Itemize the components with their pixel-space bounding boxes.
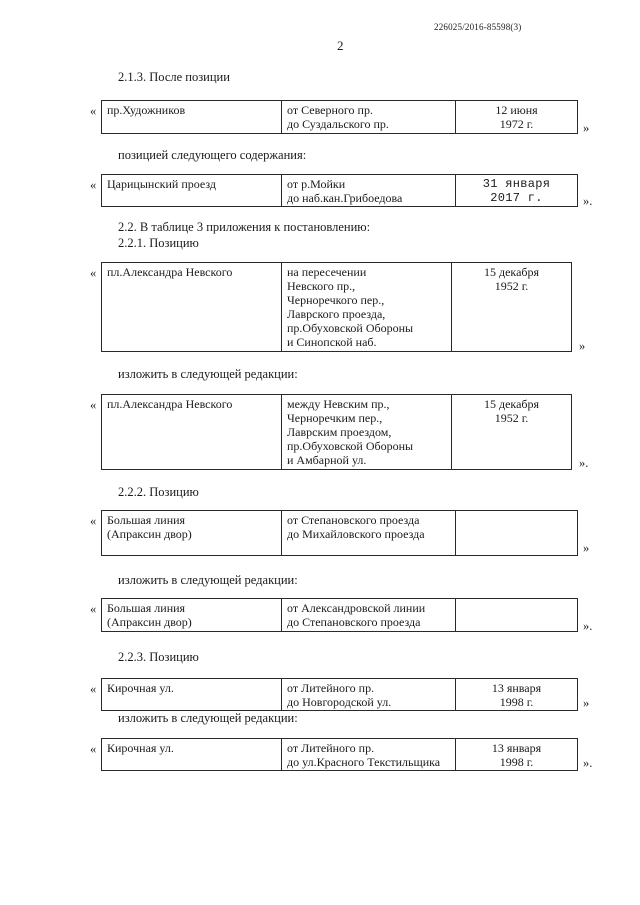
- route: от р.Мойки до наб.кан.Грибоедова: [282, 175, 456, 207]
- quote-close: »: [583, 696, 590, 710]
- route: между Невским пр., Черноречким пер., Лаврским проездом, пр.Обуховской Обороны и Амбарной ул.: [282, 395, 452, 470]
- quote-open: «: [90, 178, 97, 192]
- street-name: Кирочная ул.: [102, 679, 282, 711]
- date: 15 декабря 1952 г.: [452, 263, 572, 352]
- date-typed-stamp: 31 января 2017 г.: [456, 175, 578, 207]
- table-position-5: [101, 510, 578, 556]
- quote-open: «: [90, 266, 97, 280]
- table-position-2: [101, 174, 578, 207]
- quote-close-period: ».: [583, 756, 593, 770]
- page-number: 2: [337, 38, 344, 53]
- section-2-1-3: 2.1.3. После позиции: [118, 70, 230, 84]
- section-2-2-2: 2.2.2. Позицию: [118, 485, 199, 499]
- section-edit-3: изложить в следующей редакции:: [118, 711, 298, 725]
- route: от Литейного пр. до Новгородской ул.: [282, 679, 456, 711]
- section-edit-2: изложить в следующей редакции:: [118, 573, 298, 587]
- table-position-6: [101, 598, 578, 632]
- quote-close-period: ».: [579, 456, 589, 470]
- date-empty: [456, 599, 578, 632]
- date: 12 июня 1972 г.: [456, 101, 578, 134]
- section-2-2-3: 2.2.3. Позицию: [118, 650, 199, 664]
- table-position-4: [101, 394, 572, 470]
- street-name: Большая линия (Апраксин двор): [102, 599, 282, 632]
- table-position-3: [101, 262, 572, 352]
- quote-close: »: [583, 121, 590, 135]
- table-position-1: [101, 100, 578, 134]
- table-position-7: [101, 678, 578, 711]
- quote-open: «: [90, 104, 97, 118]
- quote-close-period: ».: [583, 619, 593, 633]
- route: от Александровской линии до Степановского проезда: [282, 599, 456, 632]
- street-name: Большая линия (Апраксин двор): [102, 511, 282, 556]
- date: 15 декабря 1952 г.: [452, 395, 572, 470]
- quote-open: «: [90, 398, 97, 412]
- date: 13 января 1998 г.: [456, 679, 578, 711]
- section-2-2-1: 2.2.1. Позицию: [118, 236, 199, 250]
- route: от Степановского проезда до Михайловского проезда: [282, 511, 456, 556]
- street-name: Царицынский проезд: [102, 175, 282, 207]
- route: от Литейного пр. до ул.Красного Текстильщика: [282, 739, 456, 771]
- quote-close-period: ».: [583, 194, 593, 208]
- quote-open: «: [90, 742, 97, 756]
- quote-close: »: [579, 339, 586, 353]
- table-position-8: [101, 738, 578, 771]
- section-edit-1: изложить в следующей редакции:: [118, 367, 298, 381]
- street-name: Кирочная ул.: [102, 739, 282, 771]
- route: на пересечении Невского пр., Черноречкого пер., Лаврского проезда, пр.Обуховской Обороны и Синопской наб.: [282, 263, 452, 352]
- section-new-position: позицией следующего содержания:: [118, 148, 307, 162]
- quote-open: «: [90, 602, 97, 616]
- date-empty: [456, 511, 578, 556]
- street-name: пл.Александра Невского: [102, 263, 282, 352]
- document-number: 226025/2016-85598(3): [434, 22, 522, 32]
- street-name: пл.Александра Невского: [102, 395, 282, 470]
- quote-open: «: [90, 682, 97, 696]
- quote-open: «: [90, 514, 97, 528]
- quote-close: »: [583, 541, 590, 555]
- date: 13 января 1998 г.: [456, 739, 578, 771]
- section-2-2: 2.2. В таблице 3 приложения к постановлению:: [118, 220, 371, 234]
- street-name: пр.Художников: [102, 101, 282, 134]
- route: от Северного пр. до Суздальского пр.: [282, 101, 456, 134]
